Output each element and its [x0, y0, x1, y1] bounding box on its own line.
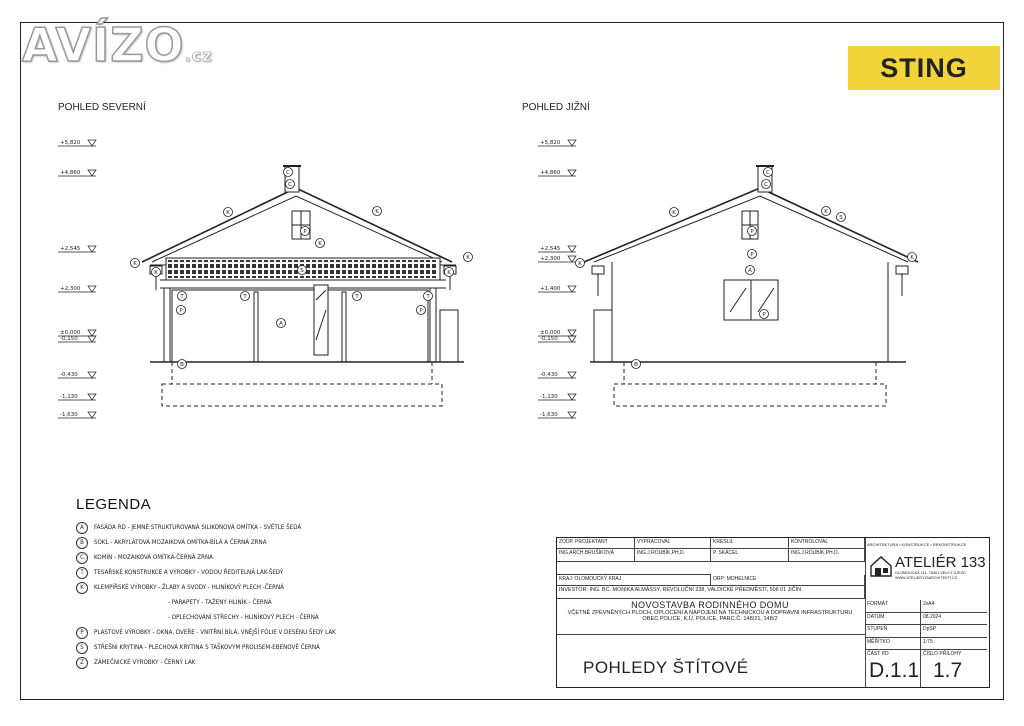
tb-header-1: ZODP. PROJEKTANT: [557, 538, 635, 549]
legend-item: [76, 655, 336, 670]
tb-field-value: 1:75: [921, 638, 987, 651]
svg-text:B: B: [634, 362, 638, 368]
legend-item: [76, 625, 336, 640]
level-marker: [88, 286, 96, 292]
tb-part-label: ČÁST PD: [867, 651, 889, 657]
title-block: [556, 537, 990, 688]
north-elevation: [142, 166, 464, 406]
svg-text:P: P: [750, 252, 754, 258]
svg-text:K: K: [824, 209, 828, 215]
studio-name: ATELIÉR 133: [895, 554, 986, 571]
level-marker: [568, 336, 576, 342]
level-marker: [88, 412, 96, 418]
legend-text: - PARAPETY - TAŽENÝ HLINÍK - ČERNÁ: [168, 599, 272, 606]
legend-item: [76, 565, 336, 580]
north-level-marks: [58, 140, 96, 418]
legend-text: STŘEŠNÍ KRYTINA - PLECHOVÁ KRYTINA S TAŠKOVÝM PROLISEM-EBENOVĚ ČERNÁ: [94, 644, 320, 651]
legend-item: [76, 520, 336, 535]
level-marker: [568, 330, 576, 336]
level-label: -1,130: [60, 394, 78, 400]
legend-text: SOKL - AKRYLÁTOVÁ MOZAIKOVÁ OMÍTKA-BÍLÁ A ČERNÁ ZRNA: [94, 539, 267, 546]
tb-part-cell: [865, 650, 921, 687]
svg-text:C: C: [766, 170, 770, 176]
studio-tagline: ARCHITEKTURA • KONSTRUKCE • REKONSTRUKCE: [867, 542, 967, 547]
level-marker: [568, 140, 576, 146]
tb-name-3: P. SKÁCEL: [711, 549, 789, 562]
level-label: -0,430: [60, 372, 78, 378]
tb-attachment-label: ČÍSLO PŘÍLOHY: [923, 651, 962, 657]
svg-text:K: K: [226, 210, 230, 216]
svg-text:K: K: [375, 209, 379, 215]
tb-field-value: 08.2024: [921, 613, 987, 626]
svg-text:S: S: [839, 215, 843, 221]
level-label: -0,150: [60, 336, 78, 342]
level-label: +1,400: [540, 286, 561, 292]
studio-house-icon: [869, 554, 893, 578]
level-label: -1,630: [60, 412, 78, 418]
legend-marker: K: [76, 582, 88, 594]
project-description: [557, 600, 863, 622]
tb-orp: ORP: MOHELNICE: [711, 575, 865, 586]
legend-marker: P: [76, 627, 88, 639]
studio-web: WWW.ATELIER133ARCHITEKTI.CZ: [895, 576, 958, 580]
south-level-marks: [538, 140, 576, 418]
svg-text:K: K: [133, 261, 137, 267]
level-marker: [568, 170, 576, 176]
level-label: -1,630: [540, 412, 558, 418]
level-label: +2,545: [540, 246, 561, 252]
tb-region: KRAJ: OLOMOUCKÝ KRAJ: [557, 575, 711, 586]
project-subtitle-1: VČETNĚ ZPEVNĚNÝCH PLOCH, OPLOCENÍ A NAPOJENÍ NA TECHNICKOU A DOPRAVNÍ INFRASTRUKTURU: [567, 610, 853, 616]
svg-text:T: T: [355, 294, 359, 300]
level-label: ±0,000: [540, 330, 561, 336]
svg-text:P: P: [419, 308, 423, 314]
svg-text:A: A: [279, 321, 283, 327]
svg-text:K: K: [910, 255, 914, 261]
level-marker: [88, 330, 96, 336]
tb-field-value: 2xA4: [921, 600, 987, 613]
level-marker: [568, 286, 576, 292]
tb-header-4: KONTROLOVAL: [789, 538, 865, 549]
level-label: +4,860: [60, 170, 81, 176]
legend-item: [76, 535, 336, 550]
legend-text: KOMÍN - MOZAIKOVÁ OMÍTKA-ČERNÁ ZRNA: [94, 554, 213, 561]
legend-text: KLEMPÍŘSKÉ VÝROBKY - ŽLABY A SVODY - HLINÍKOVÝ PLECH -ČERNÁ: [94, 584, 284, 591]
legend-text: ZÁMEČNICKÉ VÝROBKY - ČERNÝ LAK: [94, 659, 196, 666]
svg-text:K: K: [447, 270, 451, 276]
svg-text:K: K: [318, 241, 322, 247]
project-title: NOVOSTAVBA RODINNÉHO DOMU: [631, 600, 789, 610]
legend-text: PLASTOVÉ VÝROBKY - OKNA, DVEŘE - VNITŘNÍ BÍLÁ, VNĚJŠÍ FÓLIE V DESÉNU ŠEDÝ LAK: [94, 629, 336, 636]
north-view-title: POHLED SEVERNÍ: [58, 102, 146, 113]
legend-item: [76, 640, 336, 655]
legend-item: [76, 550, 336, 565]
level-marker: [568, 394, 576, 400]
svg-text:P: P: [179, 308, 183, 314]
sheet-name: POHLEDY ŠTÍTOVÉ: [583, 658, 749, 677]
legend-marker: Z: [76, 657, 88, 669]
svg-text:K: K: [672, 210, 676, 216]
legend-marker: A: [76, 522, 88, 534]
legend-text: FASÁDA RD - JEMNÉ STRUKTUROVANÁ SILIKONOVÁ OMÍTKA - SVĚTLE ŠEDÁ: [94, 524, 302, 531]
legend-marker: S: [76, 642, 88, 654]
svg-text:T: T: [180, 294, 184, 300]
legend-text: - OPLECHOVÁNÍ STŘECHY - HLINÍKOVÝ PLECH - ČERNÁ: [168, 614, 319, 621]
svg-text:P: P: [762, 312, 766, 318]
legend-marker: C: [76, 552, 88, 564]
level-label: +2,300: [60, 286, 81, 292]
level-label: -0,430: [540, 372, 558, 378]
level-marker: [568, 256, 576, 262]
level-label: +4,860: [540, 170, 561, 176]
level-label: ±0,000: [60, 330, 81, 336]
tb-name-4: ING.J.ROUBÍK,PH.D.: [789, 549, 865, 562]
tb-field-label: FORMÁT: [865, 600, 921, 613]
tb-field-value: DpSP: [921, 625, 987, 638]
svg-text:B: B: [180, 362, 184, 368]
svg-text:S: S: [300, 268, 304, 274]
level-marker: [88, 372, 96, 378]
tb-header-2: VYPRACOVAL: [635, 538, 711, 549]
tb-field-label: STUPEŇ: [865, 625, 921, 638]
project-subtitle-2: OBEC POLICE, K.Ú. POLICE, PARC.Č. 148/21, 148/2: [642, 616, 778, 622]
legend-item: [76, 610, 336, 625]
level-marker: [568, 246, 576, 252]
level-marker: [88, 336, 96, 342]
level-label: +2,300: [540, 256, 561, 262]
legend-list: [76, 520, 336, 670]
legend-item: [76, 580, 336, 595]
tb-header-3: KRESLIL: [711, 538, 789, 549]
level-marker: [568, 412, 576, 418]
level-label: +5,820: [540, 140, 561, 146]
level-marker: [568, 372, 576, 378]
level-marker: [88, 246, 96, 252]
svg-text:C: C: [764, 182, 768, 188]
svg-text:T: T: [243, 294, 247, 300]
south-elevation: [584, 166, 918, 406]
legend-marker: B: [76, 537, 88, 549]
tb-field-label: MĚŘÍTKO: [865, 638, 921, 651]
svg-text:K: K: [466, 255, 470, 261]
svg-text:C: C: [286, 170, 290, 176]
level-marker: [88, 170, 96, 176]
svg-text:P: P: [750, 229, 754, 235]
tb-investor: INVESTOR: ING. BC. MONIKA ALMÁSSY, REVOLUČNÍ 238, VALDICKÉ PŘEDMĚSTÍ, 506 01 JIČÍN: [557, 586, 865, 599]
level-label: -1,130: [540, 394, 558, 400]
tb-part-value: D.1.1: [869, 659, 920, 682]
level-label: +2,545: [60, 246, 81, 252]
avizo-watermark: AVÍZO.cz: [22, 18, 213, 72]
svg-text:T: T: [426, 294, 430, 300]
legend-text: TESAŘSKÉ KONSTRUKCE A VÝROBKY - VODOU ŘEDITELNÁ LAK-ŠEDÝ: [94, 569, 284, 576]
tb-attachment-cell: [921, 650, 987, 687]
svg-text:P: P: [303, 229, 307, 235]
legend-title: LEGENDA: [76, 496, 152, 513]
level-marker: [88, 394, 96, 400]
svg-text:K: K: [578, 261, 582, 267]
studio-logo: [865, 540, 987, 590]
legend-item: [76, 595, 336, 610]
tb-name-2: ING.J.ROUBÍK,PH.D.: [635, 549, 711, 562]
svg-text:C: C: [288, 182, 292, 188]
svg-text:A: A: [748, 268, 752, 274]
tb-name-1: ING.ARCH.BRUŠÍKOVÁ: [557, 549, 635, 562]
studio-contact: [895, 571, 966, 581]
tb-attachment-value: 1.7: [933, 659, 963, 682]
level-label: -0,150: [540, 336, 558, 342]
studio-address: OLOMOUCKÁ 111, 78301 VELKÝ ÚJEZD: [895, 571, 966, 575]
level-label: +5,820: [60, 140, 81, 146]
sting-badge: STING: [848, 46, 1000, 90]
level-marker: [88, 140, 96, 146]
tb-field-label: DATUM: [865, 613, 921, 626]
south-view-title: POHLED JIŽNÍ: [522, 102, 590, 113]
legend-marker: T: [76, 567, 88, 579]
svg-text:K: K: [154, 270, 158, 276]
